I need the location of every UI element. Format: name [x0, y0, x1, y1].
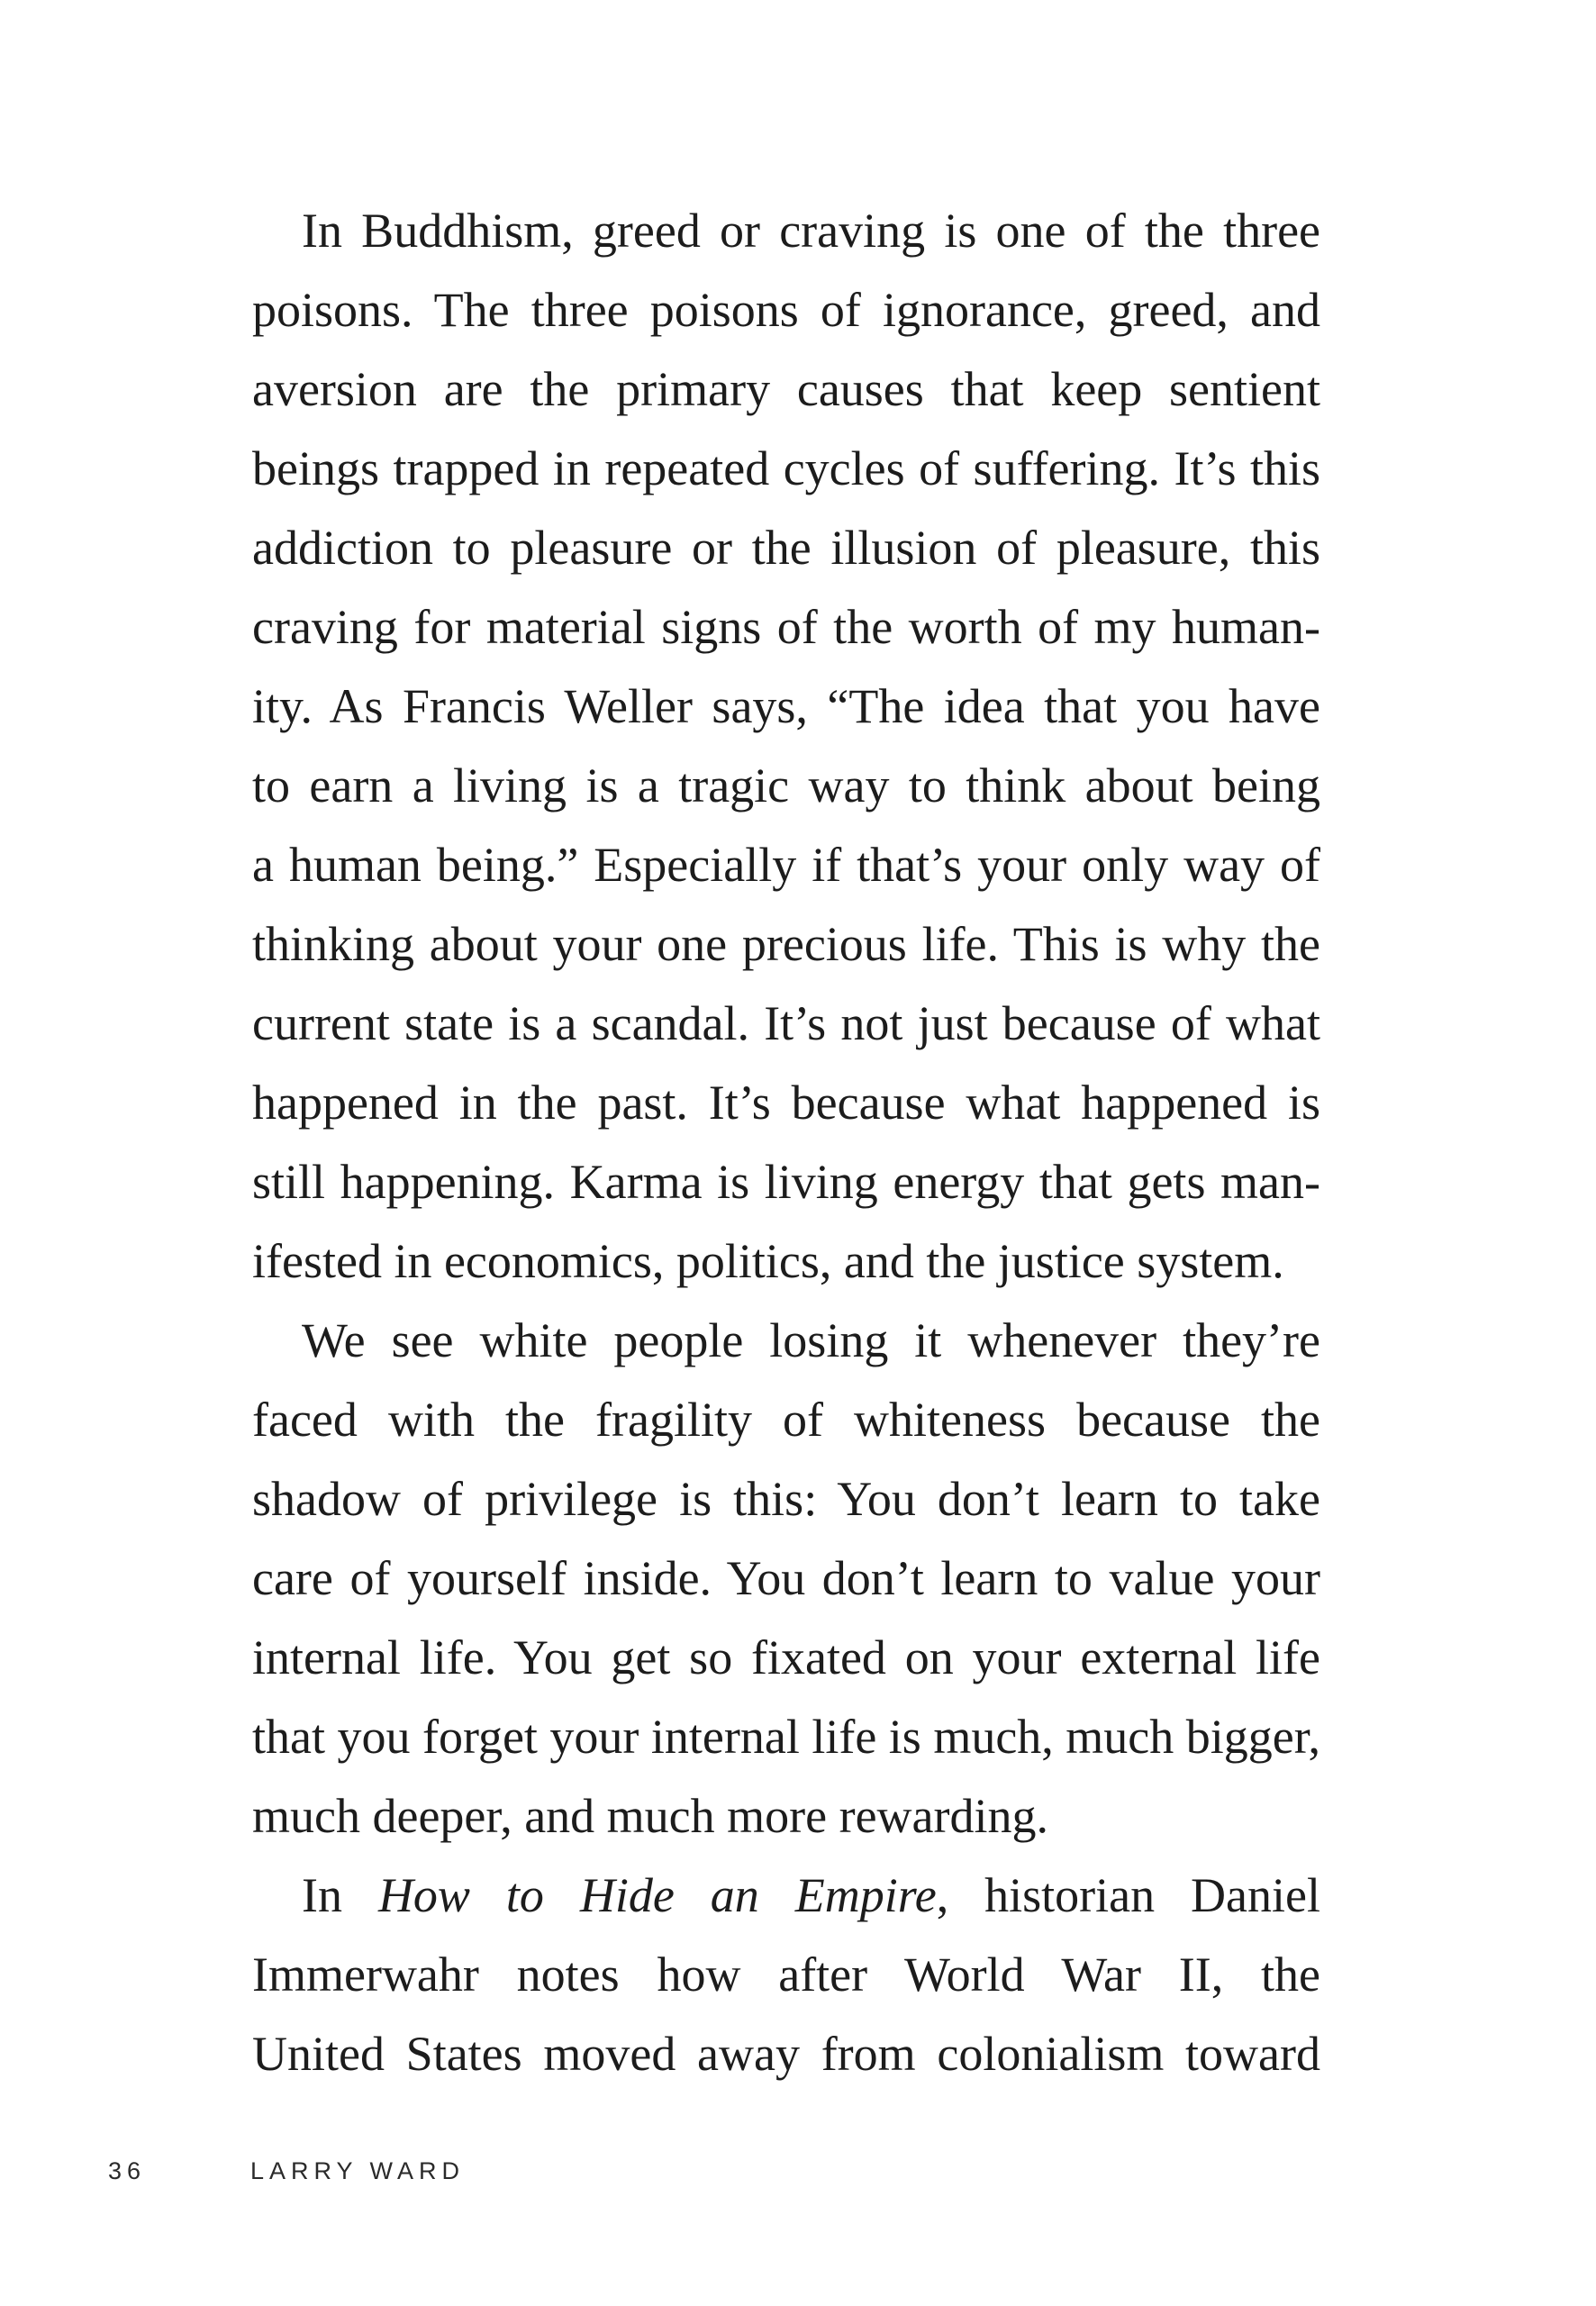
empire-line-end: , historian Daniel: [936, 1868, 1320, 1922]
text-line: Immerwahr notes how after World War II, the: [252, 1947, 1320, 2002]
text-line: United States moved away from colonialism toward: [252, 2027, 1320, 2081]
empire-line-start: In: [302, 1868, 378, 1922]
text-line: happened in the past. It’s because what happened is: [252, 1076, 1320, 1130]
text-line: much deeper, and much more rewarding.: [252, 1789, 1048, 1843]
page-number: 36: [108, 2157, 147, 2184]
text-line: ity. As Francis Weller says, “The idea that you have: [252, 679, 1320, 733]
text-line: a human being.” Especially if that’s your only way of: [252, 838, 1320, 892]
text-line: We see white people losing it whenever they’re: [302, 1313, 1320, 1367]
book-title-italic: How to Hide an Empire: [377, 1868, 937, 1922]
text-line: craving for material signs of the worth of my human-: [252, 600, 1320, 654]
text-line: ifested in economics, politics, and the justice system.: [252, 1234, 1284, 1288]
text-line: shadow of privilege is this: You don’t learn to take: [252, 1472, 1320, 1526]
text-line: still happening. Karma is living energy that gets man-: [252, 1155, 1320, 1209]
text-line: addiction to pleasure or the illusion of pleasure, this: [252, 521, 1320, 575]
text-line: internal life. You get so fixated on your external life: [252, 1630, 1320, 1684]
text-line: poisons. The three poisons of ignorance, greed, and: [252, 283, 1320, 337]
text-line: In Buddhism, greed or craving is one of the three: [302, 204, 1320, 258]
text-line-empire: [252, 1856, 1320, 1935]
text-line: to earn a living is a tragic way to think about being: [252, 758, 1320, 813]
text-line: faced with the fragility of whiteness because the: [252, 1393, 1320, 1447]
text-line: beings trapped in repeated cycles of suffering. It’s this: [252, 441, 1320, 495]
text-line: thinking about your one precious life. This is why the: [252, 917, 1320, 971]
text-line: that you forget your internal life is much, much bigger,: [252, 1710, 1321, 1764]
text-line: care of yourself inside. You don’t learn to value your: [252, 1551, 1320, 1605]
body-text: [252, 191, 1320, 2093]
running-head: LARRY WARD: [250, 2157, 466, 2184]
text-line: current state is a scandal. It’s not just because of what: [252, 996, 1320, 1050]
text-line: aversion are the primary causes that keep sentient: [252, 362, 1320, 416]
